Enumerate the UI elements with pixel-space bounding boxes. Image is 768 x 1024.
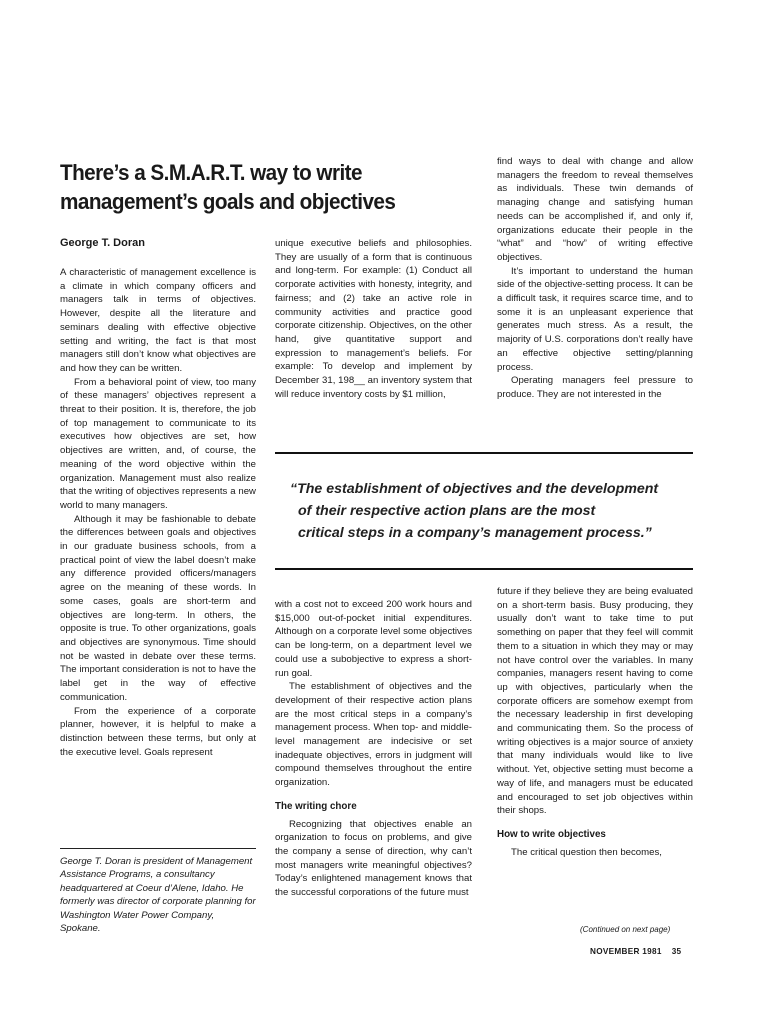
paragraph: The establishment of objectives and the development of their respective action plans are the most critical steps in a company’s management process. When top- and middle-level management are indecisive or set inadequate objectives, errors in judgment will compound themselves throughout the entire organization. [275,681,472,789]
paragraph: find ways to deal with change and allow managers the freedom to reveal themselves as individuals. These twin demands of managing change and satisfying human needs can be accomplished if, and only if, organizations educate their people in the “what” and “how” of writing effective objectives. [497,156,693,263]
pull-quote-top-rule [275,452,693,454]
paragraph: Operating managers feel pressure to produce. They are not interested in the [497,375,693,400]
bio-divider [60,848,256,849]
issue-date: NOVEMBER 1981 [590,947,662,956]
paragraph: From a behavioral point of view, too many of these managers’ objectives represent a threat to their position. It is, therefore, the job of top management to communicate to its executives how objectives are set, how objectives are written, and, of course, the meaning of the word objective within the organization. Management must also realize that the writing of objectives represents a new world to many managers. [60,376,256,511]
pull-quote-line-1: “The establishment of objectives and the development [290,481,659,497]
column-2-bottom [275,598,472,900]
paragraph: future if they believe they are being evaluated on a short-term basis. Busy producing, they usually don’t want to take time to put something on paper that they feel will commit them to a situation in which they may or may not have control over the variables. In many companies, managers resent having to come up with objectives, particularly when the corporate officers are somehow exempt from the necessary leadership in first developing and communicating them. So the process of writing objectives is a major source of anxiety that many individuals would like to live without. Yet, objective setting must become a way of life, and managers must be educated and encouraged to set job objectives within their shops. [497,586,693,817]
subhead-how-to-write: How to write objectives [497,828,606,840]
column-3-bottom [497,585,693,859]
column-2-top [275,237,472,401]
pull-quote [290,478,690,544]
title-line-1: There’s a S.M.A.R.T. way to write [60,160,362,185]
column-3-top [497,155,693,402]
paragraph: From the experience of a corporate planner, however, it is helpful to make a distinction between these terms, but only at the executive level. Goals represent [60,705,256,758]
pull-quote-bottom-rule [275,568,693,570]
title-line-2: management’s goals and objectives [60,189,396,214]
page-footer [590,947,681,956]
column-1 [60,266,256,759]
pull-quote-line-2: of their respective action plans are the most [298,503,596,519]
author-bio: George T. Doran is president of Management Assistance Programs, a consultancy headquartered at Coeur d’Alene, Idaho. He formerly was director of corporate planning for Washington Water Power Company, Spokane. [60,856,256,935]
page-number: 35 [671,947,682,956]
subhead-writing-chore: The writing chore [275,800,357,812]
paragraph: The critical question then becomes, [511,846,662,858]
paragraph: with a cost not to exceed 200 work hours and $15,000 out-of-pocket initial expenditures. Although on a corporate level some objectives can be long-term, on a department level we could use a subobjective to express a short-run goal. [275,599,472,679]
paragraph: It’s important to understand the human side of the objective-setting process. It can be a difficult task, it requires scarce time, and to some it is an unpleasant experience that generates much stress. As a result, the majority of U.S. corporations don’t really have an effective objective setting/planning process. [497,265,693,373]
continued-note: (Continued on next page) [580,925,671,934]
paragraph: Recognizing that objectives enable an organization to focus on problems, and give the company a sense of direction, why can’t most managers write meaningful objectives? Today’s enlightened management knows that the successful corporations of the future must [275,818,472,899]
author-byline: George T. Doran [60,237,145,249]
paragraph: A characteristic of management excellence is a climate in which company officers and managers talk in terms of objectives. However, despite all the literature and seminars dealing with effective objective setting and writing, the fact is that most managers still don’t know what objectives are and how they can be written. [60,267,256,374]
pull-quote-line-3: critical steps in a company’s management process.” [298,525,652,541]
article-title [60,158,410,216]
paragraph: unique executive beliefs and philosophies. They are usually of a form that is continuous and long-term. For example: (1) Conduct all corporate activities with honesty, integrity, and fairness; and (2) take an active role in community activities and practice good corporate citizenship. Objectives, on the other hand, give quantitative support and expression to management’s beliefs. For example: To develop and implement by December 31, 198__ an inventory system that will reduce inventory costs by $1 million, [275,238,472,400]
paragraph: Although it may be fashionable to debate the differences between goals and objectives in our graduate business schools, from a practical point of view the label doesn’t make any difference provided officers/managers agree on the meaning of these words. In some cases, goals are short-term and objectives are long-term. In others, the opposite is true. To other organizations, goals and objectives are synonymous. Time should not be wasted in debate over these terms. The important consideration is not to have the label get in the way of effective communication. [60,513,256,703]
